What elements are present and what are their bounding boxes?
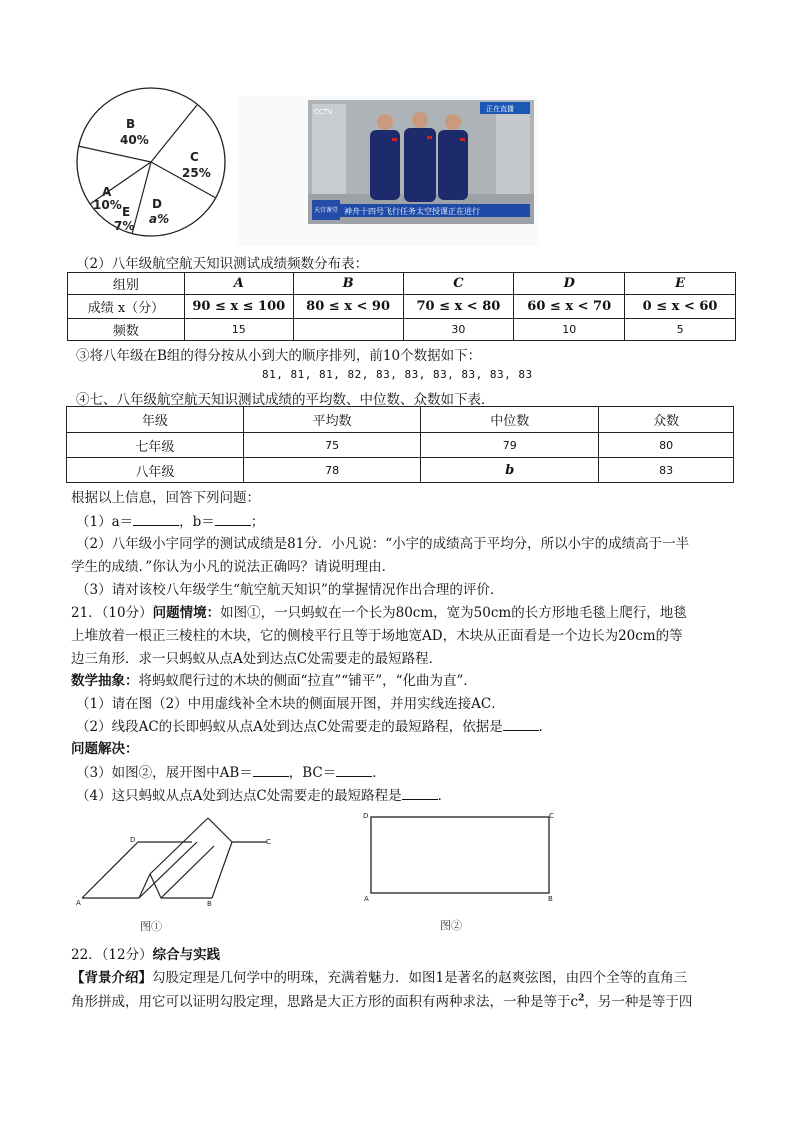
q21-s3-text2: ，BC＝ [288,765,337,781]
q21-s2-text: （2）线段AC的长即蚂蚁从点A处到达点C处需要走的最短路程，依据是 [76,719,503,735]
freq-count-d: 10 [514,319,625,341]
q22-bg-text: 勾股定理是几何学中的明珠，充满着魅力．如图1是著名的赵爽弦图，由四个全等的直角三 [152,970,688,986]
astronaut-photo [237,96,539,246]
q21-s4-end: ． [437,788,452,804]
q21-s1: （1）请在图（2）中用虚线补全木块的侧面展开图，并用实线连接AC． [76,696,505,712]
sub3: （3）请对该校八年级学生“航空航天知识”的掌握情况作出合理的评价． [76,582,504,598]
photo-logo: CCTV [314,108,333,116]
q22-title: 综合与实践 [152,947,221,963]
fig1-label-d: D [130,836,136,844]
pie-label-e: E [122,205,131,219]
abstraction-line [71,669,477,689]
q21-s4 [76,784,451,804]
fig2-label-d: D [363,812,369,820]
pie-label-a: A [102,185,112,199]
freq-range-e: 0 ≤ x < 60 [625,295,736,319]
q21-s2 [76,715,552,735]
stats-header-mean: 平均数 [243,407,421,433]
pie-label-c: C [190,150,199,164]
pie-label-b: B [126,117,136,131]
pie-pct-a: 10% [93,198,122,212]
stats-header-median: 中位数 [421,407,599,433]
stats-mean-8: 78 [243,458,421,483]
figure-2 [356,806,566,931]
astronauts-illustration [308,100,534,224]
fig2-rectangle [371,817,549,893]
answer-blank-basis[interactable] [503,718,539,731]
answer-blank-b[interactable] [215,513,251,526]
stats-median-8: b [421,458,599,483]
stats-mean-7: 75 [243,433,421,458]
pie-pct-e: 7% [114,219,135,233]
sub1-b: ，b＝ [179,514,215,530]
q22-line2 [71,990,692,1010]
solve-label [71,737,139,757]
pie-pct-b: 40% [120,133,149,147]
freq-header-group: 组别 [68,273,185,295]
sub2-line2: 学生的成绩．”你认为小凡的说法正确吗？请说明理由． [71,559,396,575]
q22-bg-label: 【背景介绍】 [71,970,152,986]
fig2-label-c: C [549,812,554,820]
sub-question-1 [76,510,264,530]
freq-header-e: E [625,273,736,295]
q21-s4-text: （4）这只蚂蚁从点A处到达点C处需要走的最短路程是 [76,788,402,804]
q22-heading [71,943,220,963]
freq-count-b [293,319,403,341]
q21-text1: 如图①，一只蚂蚁在一个长为80cm，宽为50cm的长方形地毛毯上爬行，地毯 [220,605,687,621]
q21-heading: 问题情境： [152,605,221,621]
pie-chart [76,84,236,244]
q21-s2-end: ． [538,719,553,735]
freq-count-c: 30 [403,319,514,341]
sub2-line1: （2）八年级小宇同学的测试成绩是81分．小凡说：“小宇的成绩高于平均分，所以小宇的成绩高于一半 [76,536,690,552]
freq-range-b: 80 ≤ x < 90 [293,295,403,319]
photo-caption-tag: 天宫课堂 [314,207,339,214]
freq-count-label: 频数 [68,319,185,341]
q21-s3 [76,761,386,781]
stats-header-grade: 年级 [67,407,244,433]
answer-blank-a[interactable] [133,513,179,526]
sub1-end: ； [250,514,265,530]
figure-1 [72,812,282,937]
q21-line2: 上堆放着一根正三棱柱的木块，它的侧棱平行且等于场地宽AD，木块从正面看是一个边长为20cm的等 [71,628,683,644]
freq-header-b: B [293,273,403,295]
answer-intro: 根据以上信息，回答下列问题： [71,490,260,506]
q3-data: 81, 81, 81, 82, 83, 83, 83, 83, 83, 83 [262,368,533,381]
q21-line1 [71,601,687,621]
q22-background [71,966,687,986]
q22-line2-end: ，另一种是等于四 [584,994,693,1010]
freq-range-d: 60 ≤ x < 70 [514,295,625,319]
photo-screen [308,100,534,224]
stats-mode-7: 80 [599,433,734,458]
q21-s3-end: ． [372,765,386,781]
sub1-a: （1）a＝ [76,514,134,530]
stats-mode-8: 83 [599,458,734,483]
stats-header-mode: 众数 [599,407,734,433]
frequency-table [67,272,736,341]
pie-label-d: D [152,197,162,211]
fig1-label-a: A [76,899,81,907]
fig1-label-b: B [207,900,212,908]
freq-count-e: 5 [625,319,736,341]
pie-pct-c: 25% [182,166,211,180]
q2-title: （2）八年级航空航天知识测试成绩频数分布表： [76,256,369,272]
freq-range-c: 70 ≤ x < 80 [403,295,514,319]
freq-range-a: 90 ≤ x ≤ 100 [184,295,293,319]
fig1-caption: 图① [140,920,162,933]
photo-caption: 神舟十四号飞行任务太空授课正在进行 [344,207,480,216]
answer-blank-ab[interactable] [253,764,289,777]
freq-header-a: A [184,273,293,295]
q4-text: ④七、八年级航空航天知识测试成绩的平均数、中位数、众数如下表． [76,392,495,408]
fig2-label-a: A [364,895,369,903]
stats-table [66,406,734,483]
abstraction-text: 将蚂蚁爬行过的木块的侧面“拉直”“铺平”，“化曲为直”． [138,673,477,689]
q3-text: ③将八年级在B组的得分按从小到大的顺序排列，前10个数据如下： [76,348,482,364]
fig2-caption: 图② [440,919,462,931]
freq-score-label: 成绩 x（分） [68,295,185,319]
answer-blank-shortest[interactable] [402,787,438,800]
stats-grade-8: 八年级 [67,458,244,483]
photo-badge: 正在直播 [486,105,514,113]
answer-blank-bc[interactable] [336,764,372,777]
q21-number: 21．（10分） [71,605,153,621]
fig1-label-c: C [266,838,271,846]
stats-median-7: 79 [421,433,599,458]
q21-s3-text: （3）如图②，展开图中AB＝ [76,765,253,781]
solve-label-text: 问题解决： [71,741,139,757]
q22-line2-text: 角形拼成，用它可以证明勾股定理，思路是大正方形的面积有两种求法，一种是等于c [71,994,579,1010]
q22-superscript: 2 [578,993,585,1004]
pie-pct-d: a% [149,212,170,226]
freq-header-c: C [403,273,514,295]
freq-header-d: D [514,273,625,295]
q21-line3: 边三角形．求一只蚂蚁从点A处到达点C处需要走的最短路程． [71,651,443,667]
fig2-label-b: B [548,895,553,903]
abstraction-label: 数学抽象： [71,673,139,689]
stats-grade-7: 七年级 [67,433,244,458]
freq-count-a: 15 [184,319,293,341]
q22-number: 22．（12分） [71,947,153,963]
